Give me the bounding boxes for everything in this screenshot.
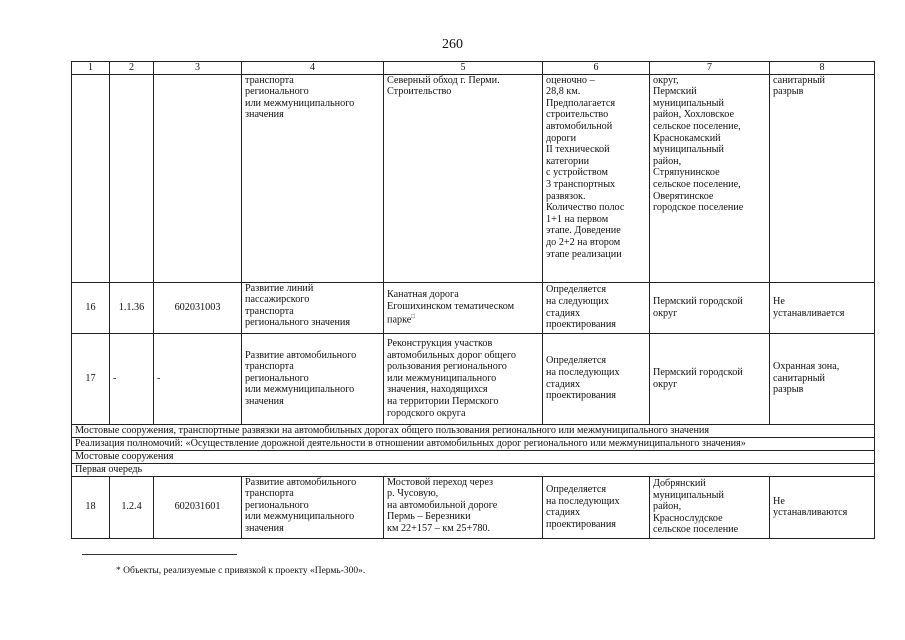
cell-object-name: Северный обход г. Перми. Строительство — [384, 74, 543, 282]
cell-zone: Не устанавливается — [770, 282, 875, 333]
cell-location: Добрянский муниципальный район, Краснослудское сельское поселение — [650, 476, 770, 538]
cell-number: 18 — [72, 476, 110, 538]
section-title: Реализация полномочий: «Осуществление дорожной деятельности в отношении автомобильных дорог регионального или межмуниципального значения» — [72, 437, 875, 450]
section-row — [72, 463, 875, 476]
column-number: 4 — [242, 62, 384, 75]
table-row — [72, 333, 875, 424]
table-row — [72, 74, 875, 282]
column-number: 8 — [770, 62, 875, 75]
column-number: 7 — [650, 62, 770, 75]
cell-id: 602031003 — [154, 282, 242, 333]
cell-characteristics: оценочно – 28,8 км. Предполагается строительство автомобильной дороги II технической категории с устройством 3 транспортных развязок. Количество полос 1+1 на первом этапе. Доведение до 2+2 на втором этапе реализации — [543, 74, 650, 282]
cell-characteristics: Определяется на последующих стадиях проектирования — [543, 333, 650, 424]
table-row — [72, 476, 875, 538]
cell-number: 17 — [72, 333, 110, 424]
cell-number: 16 — [72, 282, 110, 333]
cell-location: округ, Пермский муниципальный район, Хохловское сельское поселение, Краснокамский муниципальный район, Стряпунинское сельское поселение, Оверятинское городское поселение — [650, 74, 770, 282]
cell-id: 602031601 — [154, 476, 242, 538]
cell-number — [72, 74, 110, 282]
cell-zone: санитарный разрыв — [770, 74, 875, 282]
section-title: Мостовые сооружения, транспортные развязки на автомобильных дорогах общего пользования регионального или межмуниципального значения — [72, 424, 875, 437]
cell-object-name: Мостовой переход через р. Чусовую, на автомобильной дороге Пермь – Березники км 22+157 – км 25+780. — [384, 476, 543, 538]
section-title: Первая очередь — [72, 463, 875, 476]
object-name-text: Канатная дорога Егошихинском тематическом парке — [387, 289, 515, 326]
footnote: * Объекты, реализуемые с привязкой к проекту «Пермь-300». — [116, 566, 366, 576]
table-row — [72, 282, 875, 333]
cell-purpose: транспорта регионального или межмуниципального значения — [242, 74, 384, 282]
cell-characteristics: Определяется на следующих стадиях проектирования — [543, 282, 650, 333]
column-number-row — [72, 62, 875, 75]
cell-location: Пермский городской округ — [650, 282, 770, 333]
cell-id: - — [154, 333, 242, 424]
cell-object-name: Реконструкция участков автомобильных дорог общего рользования регионального или межмуниципального значения, находящихся на территории Пермского городского округа — [384, 333, 543, 424]
column-number: 3 — [154, 62, 242, 75]
cell-code: 1.1.36 — [110, 282, 154, 333]
column-number: 6 — [543, 62, 650, 75]
footnote-mark: □ — [411, 314, 415, 321]
cell-object-name — [384, 282, 543, 333]
cell-code — [110, 74, 154, 282]
cell-zone: Охранная зона, санитарный разрыв — [770, 333, 875, 424]
cell-characteristics: Определяется на последующих стадиях проектирования — [543, 476, 650, 538]
footnote-divider — [82, 554, 237, 555]
cell-purpose: Развитие линий пассажирского транспорта регионального значения — [242, 282, 384, 333]
cell-purpose: Развитие автомобильного транспорта регионального или межмуниципального значения — [242, 476, 384, 538]
page-number: 260 — [442, 37, 463, 52]
section-row — [72, 437, 875, 450]
cell-location: Пермский городской округ — [650, 333, 770, 424]
cell-zone: Не устанавливаются — [770, 476, 875, 538]
section-row — [72, 424, 875, 437]
cell-code: 1.2.4 — [110, 476, 154, 538]
section-title: Мостовые сооружения — [72, 450, 875, 463]
section-row — [72, 450, 875, 463]
cell-purpose: Развитие автомобильного транспорта регионального или межмуниципального значения — [242, 333, 384, 424]
column-number: 5 — [384, 62, 543, 75]
column-number: 1 — [72, 62, 110, 75]
cell-code: - — [110, 333, 154, 424]
planning-table — [71, 61, 875, 539]
cell-id — [154, 74, 242, 282]
column-number: 2 — [110, 62, 154, 75]
